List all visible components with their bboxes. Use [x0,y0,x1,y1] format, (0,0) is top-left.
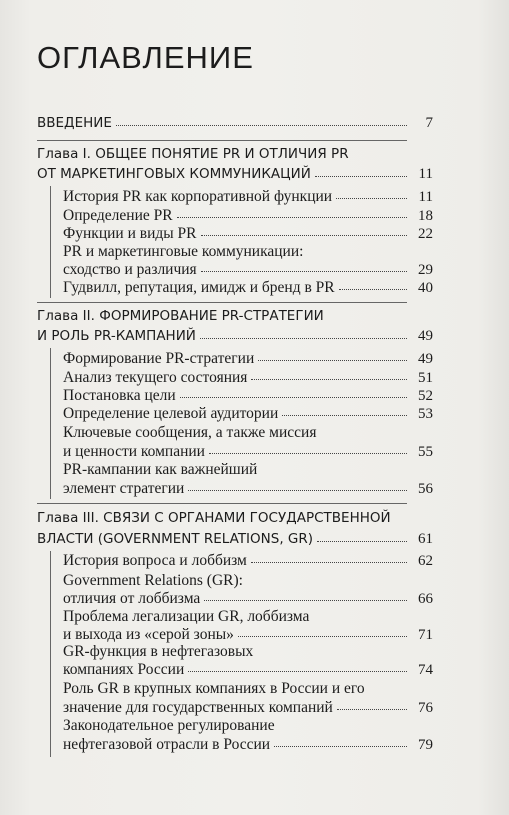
toc-entry-label: Постановка цели [63,387,176,404]
dot-leader [188,657,407,672]
dot-leader [200,324,407,339]
toc-entry-label: PR-кампании как важнейший [63,461,258,478]
dot-leader [177,203,407,218]
toc-entry-label: Законодательное регулирование [63,717,275,734]
toc-entry-label: и ценности компании [63,443,205,460]
dot-leader [201,221,408,236]
separator-rule [37,140,407,141]
toc-page-number: 40 [418,280,433,296]
toc-entry-label: элемент стратегии [63,480,185,497]
toc-page-number: 49 [418,351,433,367]
toc-page-number: 22 [418,226,433,242]
dot-leader [188,476,407,491]
dot-leader [201,257,407,272]
toc-page-number: 53 [418,406,433,422]
toc-entry-label: Ключевые сообщения, а также миссия [63,424,317,441]
toc-entry-label: PR и маркетинговые коммуникации: [63,243,304,260]
separator-rule [37,503,407,504]
chapter-1-bracket [50,186,51,298]
page-title: ОГЛАВЛЕНИЕ [37,40,254,75]
toc-entry-continuation[interactable] [63,736,433,758]
toc-entry-label: Проблема легализации GR, лоббизма [63,608,310,625]
chapter-2-subtitle: И РОЛЬ PR-КАМПАНИЙ [37,328,196,344]
toc-page-number: 11 [418,166,433,182]
toc-entry-label: Определение PR [63,207,173,224]
toc-page-number: 51 [418,370,433,386]
toc-page-number: 61 [418,531,433,547]
chapter-3-subtitle: ВЛАСТИ (GOVERNMENT RELATIONS, GR) [37,531,314,547]
toc-page-number: 49 [418,328,433,344]
dot-leader [274,732,407,747]
chapter-1-title: Глава I. ОБЩЕЕ ПОНЯТИЕ PR И ОТЛИЧИЯ PR [37,146,349,162]
dot-leader [315,162,407,177]
dot-leader [251,548,407,563]
chapter-3-bracket [50,551,51,757]
toc-entry-label: Анализ текущего состояния [63,369,248,386]
toc-page-number: 29 [418,262,433,278]
toc-page-number: 66 [418,591,433,607]
toc-page-number: 56 [418,481,433,497]
dot-leader [317,527,407,542]
toc-page-number: 74 [418,662,433,678]
dot-leader [251,365,407,380]
toc-page-number: 18 [418,208,433,224]
chapter-3-title: Глава III. СВЯЗИ С ОРГАНАМИ ГОСУДАРСТВЕННОЙ [37,510,391,526]
toc-entry-label: отличия от лоббизма [63,590,201,607]
dot-leader [180,383,407,398]
dot-leader [204,586,407,601]
toc-entry-label: Гудвилл, репутация, имидж и бренд в PR [63,279,335,296]
toc-entry-label: Формирование PR-стратегии [63,350,255,367]
dot-leader [339,275,407,290]
dot-leader [258,346,407,361]
toc-entry-label: Роль GR в крупных компаниях в России и его [63,680,365,697]
toc-entry[interactable] [63,552,433,574]
toc-entry-label: ВВЕДЕНИЕ [37,115,112,131]
dot-leader [116,111,407,126]
chapter-1-heading-line1[interactable] [37,146,349,168]
toc-page-number: 79 [418,737,433,753]
toc-entry-label: Government Relations (GR): [63,572,243,589]
dot-leader [282,401,407,416]
dot-leader [336,184,407,199]
dot-leader [337,695,407,710]
toc-page-number: 62 [418,553,433,569]
toc-page-number: 71 [418,627,433,643]
dot-leader [238,622,407,637]
toc-entry-label: История PR как корпоративной функции [63,188,333,205]
toc-page-number: 55 [418,444,433,460]
toc-page-number: 11 [418,189,433,205]
toc-entry-label: Функции и виды PR [63,225,197,242]
toc-entry-label: и выхода из «серой зоны» [63,626,234,643]
toc-entry-label: нефтегазовой отрасли в России [63,736,271,753]
chapter-1-subtitle: ОТ МАРКЕТИНГОВЫХ КОММУНИКАЦИЙ [37,166,311,182]
toc-entry-label: История вопроса и лоббизм [63,552,247,569]
toc-entry-intro[interactable] [37,115,433,137]
dot-leader [209,439,407,454]
toc-entry-label: сходство и различия [63,261,197,278]
toc-entry-continuation[interactable] [63,480,433,502]
separator-rule [37,302,407,303]
toc-page-number: 7 [425,115,433,131]
chapter-2-bracket [50,348,51,499]
toc-entry-label: компаниях России [63,661,185,678]
toc-entry-label: GR-функция в нефтегазовых [63,643,254,660]
toc-entry-label: значение для государственных компаний [63,699,333,716]
toc-entry[interactable] [63,279,433,301]
toc-page-number: 76 [418,700,433,716]
toc-page-number: 52 [418,388,433,404]
toc-entry-label: Определение целевой аудитории [63,405,279,422]
chapter-2-title: Глава II. ФОРМИРОВАНИЕ PR-СТРАТЕГИИ [37,308,324,324]
